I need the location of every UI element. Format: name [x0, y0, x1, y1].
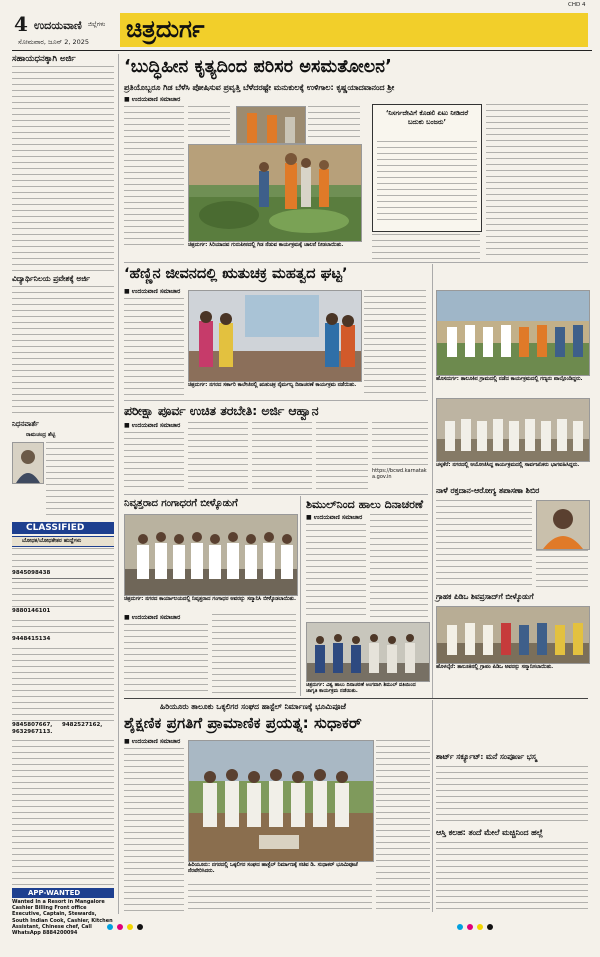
story5-col-rule: [300, 496, 301, 696]
bottom-photo-image: [189, 741, 373, 861]
masthead-rule: [12, 50, 592, 51]
classified-phone-4a: 9845807667,: [12, 722, 53, 728]
classified-title: CLASSIFIED: [26, 523, 85, 533]
story2-photo-image: [189, 291, 361, 381]
right-story-a-headline: ನಾಳೆ ರಕ್ತದಾನ-ಆರೋಗ್ಯ ತಪಾಸಣಾ ಶಿಬಿರ: [436, 486, 540, 495]
paper-name: ಉದಯವಾಣಿ: [34, 19, 82, 32]
lead-quote-body: [377, 141, 477, 225]
appwanted-banner: [12, 888, 114, 898]
issue-date: ಸೋಮವಾರ, ಜೂನ್ 2, 2025: [18, 38, 90, 46]
lead-photo-caption: ಚಿತ್ರದುರ್ಗ: ಸಿರಿಯಾದವ ಗುರುಪೀಠದಲ್ಲಿ ಗಿಡ ನೆಡುವ ಕಾರ್ಯಕ್ರಮಕ್ಕೆ ಚಾಲನೆ ನೀಡಲಾಯಿತು.: [188, 242, 344, 248]
classified-subhead-bar: [12, 536, 114, 547]
story5-body-col1: [306, 524, 366, 620]
paper-tag: ಜಿಲ್ಲೆಗಳು: [88, 21, 106, 28]
lead-body-col2: [188, 106, 230, 142]
classified-ad-2: [12, 582, 114, 608]
story4-byline: ■ ಉದಯವಾಣಿ ಸಮಾಚಾರ: [124, 614, 181, 621]
classified-phone-3: 9448415134: [12, 636, 51, 642]
appwanted-title: APP-WANTED: [28, 889, 81, 897]
classified-phone-4b: 9482527162,: [62, 722, 103, 728]
story4-rule: [124, 494, 428, 495]
obit-body: [46, 442, 114, 516]
subsidy-title: ಸಹಾಯಧನಕ್ಕಾಗಿ ಅರ್ಜಿ: [12, 54, 76, 64]
right-story-b-headline: ಗ್ರಾಹಕ ಪಿಡಿಒ ಶಿವಪ್ರಸಾದ್‌ಗೆ ಬೀಳ್ಕೊಡುಗೆ: [436, 592, 534, 601]
story3-body-col1: [124, 432, 184, 492]
plate-code: CHD 4: [568, 2, 586, 8]
lead-headline: ‘ಬುದ್ಧಿಹೀನ ಕೃತ್ಯದಿಂದ ಪರಿಸರ ಅಸಮತೋಲನ’: [124, 57, 392, 77]
story3-body-col4: [316, 422, 368, 492]
lead-photo-image: [189, 145, 361, 241]
story3-body-col2: [188, 422, 248, 492]
registration-marks: [100, 916, 500, 924]
lead-deck: ಪ್ರತಿಯೊಬ್ಬರೂ ಗಿಡ ಬೆಳೆಸಿ ಪೋಷಿಸುವ ಪ್ರವೃತ್ತಿ ಬೆಳೆದರಷ್ಟೇ ಮನುಕುಲಕ್ಕೆ ಉಳಿಗಾಲ: ಕೃಷ್ಣಯಾದವಾನಂದ ಶ್ರೀ: [124, 83, 395, 92]
story5-photo-caption: ಚಿತ್ರದುರ್ಗ: ವಿಶ್ವ ಹಾಲು ದಿನಾಚರಣೆ ಅಂಗವಾಗಿ ಶಿಮುಲ್ ವತಿಯಿಂದ ಜಾಗೃತಿ ಕಾರ್ಯಕ್ರಮ ನಡೆಯಿತು.: [306, 682, 416, 694]
subsidy-body: [12, 66, 114, 272]
page-number: 4: [14, 12, 28, 36]
bottom-body-col2: [188, 884, 372, 912]
left-column-rule: [118, 54, 119, 914]
right-photo-1-caption: ಹೊಸದುರ್ಗ: ತಾಲೂಕಿನ ಗ್ರಾಮದಲ್ಲಿ ನಡೆದ ಕಾರ್ಯಕ್ರಮದಲ್ಲಿ ಗಣ್ಯರು ಪಾಲ್ಗೊಂಡಿದ್ದರು.: [436, 376, 583, 382]
story5-headline: ಶಿಮುಲ್‌ನಿಂದ ಹಾಲು ದಿನಾಚರಣೆ: [306, 498, 424, 511]
right-story-a-body: [436, 500, 532, 588]
person-icon: [537, 501, 589, 549]
story4-body-col2: [212, 614, 296, 694]
hostel-title: ವಿದ್ಯಾರ್ಥಿನಿಲಯ ಪ್ರವೇಶಕ್ಕೆ ಅರ್ಜಿ: [12, 274, 91, 283]
classified-phone-1: 9845098438: [12, 570, 51, 576]
lead-body-col5: [486, 104, 588, 260]
story2-photo-caption: ಚಿತ್ರದುರ್ಗ: ನಗರದ ಸರ್ಕಾರಿ ಕಾಲೇಜಿನಲ್ಲಿ ಋತುಚಕ್ರ ನೈರ್ಮಲ್ಯ ದಿನಾಚರಣೆ ಕಾರ್ಯಕ್ರಮ ನಡೆಯಿತು.: [188, 382, 357, 388]
right-photo-3-caption: ಹೊಳಲ್ಕೆರೆ: ತಾಲೂಕಿನಲ್ಲಿ ಗ್ರಾಪಂ ಪಿಡಿಒ ಅವರನ್ನು ಸನ್ಮಾನಿಸಲಾಯಿತು.: [436, 664, 554, 670]
right-story-a-body-2: [536, 550, 588, 588]
right-story-c-body: [436, 766, 588, 824]
right-story-c-headline: ಶಾರ್ಟ್ ಸರ್ಕ್ಯೂಟ್: ಮನೆ ಸಂಪೂರ್ಣ ಭಸ್ಮ: [436, 752, 537, 761]
right-story-d-body: [436, 842, 588, 912]
story4-body-col1: [124, 624, 208, 694]
classified-phone-2: 9880146101: [12, 608, 51, 614]
story5-body-col2: [370, 514, 428, 620]
right-photo-2-caption: ಚಳ್ಳಕೆರೆ: ನಗರದಲ್ಲಿ ಆಯೋಜಿಸಿದ್ದ ಕಾರ್ಯಕ್ರಮದಲ್ಲಿ ಸಾರ್ವಜನಿಕರು ಭಾಗವಹಿಸಿದ್ದರು.: [436, 462, 580, 468]
story4-headline: ನಿವೃತ್ತರಾದ ಗಂಗಾಧರಗೆ ಬೀಳ್ಕೊಡುಗೆ: [124, 498, 238, 509]
bottom-photo: [188, 740, 374, 862]
story3-url[interactable]: https://bcwd.karnataka.gov.in: [372, 468, 427, 480]
appwanted-text: Wanted In a Resort in Mangalore Cashier Billing Front office Executive, Captain, Stewards, South Indian Cook, Cashier, Kitchen Assistant, Chinese chef, Call WhatsApp 8884200094: [12, 899, 113, 937]
classified-phone-4c: 9632967113.: [12, 729, 53, 735]
story3-rule: [124, 400, 428, 401]
story4-photo: [124, 514, 298, 596]
story2-body-col2: [364, 290, 426, 398]
story2-body-col1: [124, 298, 184, 398]
story3-headline: ಪರೀಕ್ಷಾ ಪೂರ್ವ ಉಚಿತ ತರಬೇತಿ: ಅರ್ಜಿ ಆಹ್ವಾನ: [124, 404, 319, 418]
masthead: [0, 0, 600, 52]
lead-story-rule: [124, 262, 588, 263]
lead-body-col1: [124, 106, 184, 250]
person-icon: [13, 443, 43, 483]
lead-byline: ■ ಉದಯವಾಣಿ ಸಮಾಚಾರ: [124, 96, 181, 103]
section-title-banner: [120, 13, 588, 47]
lead-quote-box: [372, 104, 482, 232]
right-photo-3-image: [437, 607, 589, 663]
classified-ad-4: [12, 648, 114, 722]
lead-photo-2: [236, 106, 306, 144]
lead-body-col4: [372, 234, 480, 260]
right-story-d-headline: ಆಸ್ತಿ ಕಲಹ: ತಂದೆ ಮೇಲೆ ಮಚ್ಚಿನಿಂದ ಹಲ್ಲೆ: [436, 828, 543, 837]
hostel-body: [12, 286, 114, 416]
left-column: [12, 54, 114, 937]
bottom-body-col1: [124, 748, 184, 912]
story3-body-col5: [372, 422, 428, 466]
right-photo-2: [436, 398, 590, 462]
classified-ad-1: [12, 548, 114, 570]
bottom-headline: ಶೈಕ್ಷಣಿಕ ಪ್ರಗತಿಗೆ ಪ್ರಾಮಾಣಿಕ ಪ್ರಯತ್ನ: ಸುಧಾಕರ್: [124, 714, 362, 732]
classified-banner: [12, 522, 114, 534]
story2-photo: [188, 290, 362, 382]
story4-photo-image: [125, 515, 297, 595]
right-photo-3: [436, 606, 590, 664]
classified-ad-3: [12, 620, 114, 636]
bottom-right-rule: [432, 700, 433, 912]
story3-byline: ■ ಉದಯವಾಣಿ ಸಮಾಚಾರ: [124, 422, 181, 429]
lead-photo: [188, 144, 362, 242]
classified-ad-5: [12, 740, 114, 886]
obit-name: ರಾಮಚಂದ್ರ ಶೆಟ್ಟಿ: [26, 432, 56, 438]
bottom-story-rule: [124, 698, 588, 699]
registration-marks-icon: [100, 923, 500, 931]
right-photo-2-image: [437, 399, 589, 461]
lead-photo-2-image: [237, 107, 305, 143]
story3-body-col3: [252, 422, 312, 492]
classified-subhead: ಬೋಧಕ/ಬೋಧಕೇತರ ಹುದ್ದೆಗಳು: [22, 538, 82, 544]
bottom-photo-caption: ಹಿರಿಯೂರು: ನಗರದಲ್ಲಿ ಒಕ್ಕಲಿಗರ ಸಂಘದ ಹಾಸ್ಟೆಲ್ ನಿರ್ಮಾಣಕ್ಕೆ ಸಚಿವ ಡಿ. ಸುಧಾಕರ್ ಭೂಮಿಪೂಜೆ ನೆರವೇರಿಸಿದರು.: [188, 862, 358, 875]
bottom-byline: ■ ಉದಯವಾಣಿ ಸಮಾಚಾರ: [124, 738, 181, 745]
obit-header: ನಿಧನವಾರ್ತೆ: [12, 420, 39, 428]
right-photo-1: [436, 290, 590, 376]
story5-photo: [306, 622, 430, 682]
story5-photo-image: [307, 623, 429, 681]
lead-body-col3: [308, 106, 360, 142]
section-title: ಚಿತ್ರದುರ್ಗ: [126, 15, 205, 43]
right-photo-1-image: [437, 291, 589, 375]
bottom-body-col3: [376, 740, 430, 912]
story2-headline: ‘ಹೆಣ್ಣಿನ ಜೀವನದಲ್ಲಿ ಋತುಚಕ್ರ ಮಹತ್ವದ ಘಟ್ಟ’: [124, 266, 348, 282]
story2-byline: ■ ಉದಯವಾಣಿ ಸಮಾಚಾರ: [124, 288, 181, 295]
right-story-a-photo: [536, 500, 590, 550]
right-column-rule: [432, 264, 433, 698]
story4-photo-caption: ಚಿತ್ರದುರ್ಗ: ನಗರದ ಕಾರ್ಯಾಲಯದಲ್ಲಿ ನಿವೃತ್ತರಾದ ಗಂಗಾಧರ ಅವರನ್ನು ಸನ್ಮಾನಿಸಿ ಬೀಳ್ಕೊಡಲಾಯಿತು.: [124, 596, 296, 602]
classified-divider: [12, 578, 114, 579]
lead-quote-title: ‘ನಿಸರ್ಗದೇವಿಗೆ ಕೊಡಲಿ ಏಟು ನೀಡಿದರೆ ಬದುಕು ಬಂಜರು’: [385, 109, 469, 126]
obit-photo: [12, 442, 44, 484]
story5-byline: ■ ಉದಯವಾಣಿ ಸಮಾಚಾರ: [306, 514, 363, 521]
bottom-kicker: ಹಿರಿಯೂರು ತಾಲೂಕು ಒಕ್ಕಲಿಗರ ಸಂಘದ ಹಾಸ್ಟೆಲ್ ನಿರ್ಮಾಣಕ್ಕೆ ಭೂಮಿಪೂಜೆ: [160, 702, 346, 711]
